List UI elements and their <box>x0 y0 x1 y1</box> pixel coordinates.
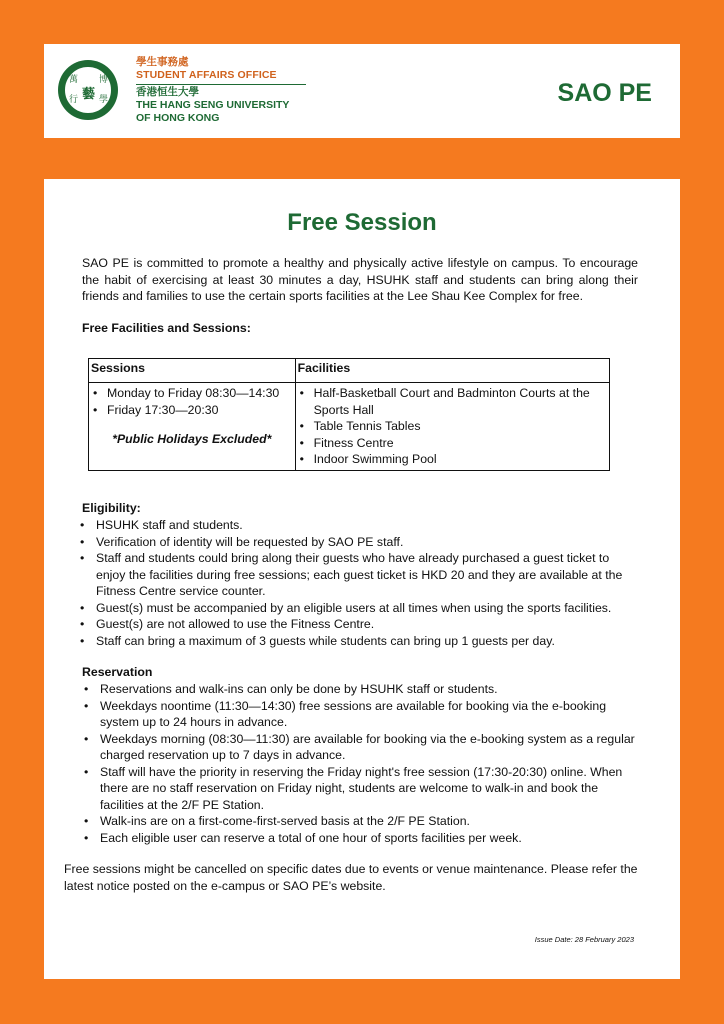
reservation-item: • Weekdays noontime (11:30—14:30) free sessions are available for booking via the e-booking system up to 24 hours in advance. <box>82 698 642 731</box>
eligibility-heading: Eligibility: <box>82 501 141 515</box>
logo-glyph: 萬 <box>69 75 79 85</box>
facility-item: • Indoor Swimming Pool <box>298 451 607 468</box>
divider <box>136 84 306 85</box>
page-title: Free Session <box>287 209 437 236</box>
facilities-column-header: Facilities <box>295 359 609 383</box>
intro-paragraph: SAO PE is committed to promote a healthy and physically active lifestyle on campus. To encourage the habit of exercising at least 30 minutes a day, HSUHK staff and students can bring along their friends and families to use the certain sports facilities at the Lee Shau Kee Complex for free. <box>82 256 638 303</box>
eligibility-item: • Verification of identity will be requested by SAO PE staff. <box>78 534 638 551</box>
issue-date: Issue Date: 28 February 2023 <box>534 935 634 944</box>
brand-title: SAO PE <box>557 79 652 107</box>
facility-item: • Half-Basketball Court and Badminton Courts at the Sports Hall <box>298 385 607 418</box>
facility-item: • Fitness Centre <box>298 435 607 452</box>
university-name-english-line2: OF HONG KONG <box>136 111 220 124</box>
facility-item: • Table Tennis Tables <box>298 418 607 435</box>
holiday-note: *Public Holidays Excluded* <box>112 432 272 446</box>
sessions-table <box>88 358 610 471</box>
university-name-chinese: 香港恒生大學 <box>136 86 199 98</box>
eligibility-item: • Guest(s) must be accompanied by an eligible users at all times when using the sports facilities. <box>78 600 638 617</box>
logo-glyph: 博 <box>99 75 109 85</box>
reservation-list <box>82 681 642 846</box>
notice-paragraph: Free sessions might be cancelled on specific dates due to events or venue maintenance. Please refer the latest notice posted on the e-campus or SAO PE’s website. <box>64 862 638 893</box>
office-name-english: STUDENT AFFAIRS OFFICE <box>136 69 277 81</box>
office-name-chinese: 學生事務處 <box>136 56 189 68</box>
facilities-cell <box>295 383 609 471</box>
main-panel <box>44 179 680 979</box>
university-logo <box>58 60 118 120</box>
university-name-english-line1: THE HANG SENG UNIVERSITY <box>136 99 290 111</box>
reservation-item: • Staff will have the priority in reserving the Friday night's free session (17:30-20:30) online. When there are no staff reservation on Friday night, students are welcome to walk-in and book the facilities at the 2/F PE Station. <box>82 764 642 814</box>
eligibility-item: • HSUHK staff and students. <box>78 517 638 534</box>
eligibility-item: • Guest(s) are not allowed to use the Fitness Centre. <box>78 616 638 633</box>
header-panel <box>44 44 680 138</box>
logo-glyph: 藝 <box>82 87 96 102</box>
logo-glyph: 行 <box>69 95 79 105</box>
reservation-item: • Walk-ins are on a first-come-first-served basis at the 2/F PE Station. <box>82 813 642 830</box>
facilities-heading: Free Facilities and Sessions: <box>82 321 251 335</box>
reservation-list-wrapper <box>82 681 642 846</box>
eligibility-item: • Staff can bring a maximum of 3 guests while students can bring up 1 guests per day. <box>78 633 638 650</box>
session-item: • Friday 17:30—20:30 <box>91 402 293 419</box>
reservation-item: • Weekdays morning (08:30—11:30) are available for booking via the e-booking system as a regular charged reservation up to 7 days in advance. <box>82 731 642 764</box>
session-item: • Monday to Friday 08:30—14:30 <box>91 385 293 402</box>
eligibility-list-wrapper <box>78 517 638 649</box>
eligibility-list <box>78 517 638 649</box>
eligibility-item: • Staff and students could bring along their guests who have already purchased a guest ticket to enjoy the facilities during free sessions; each guest ticket is HKD 20 and they are available at the Fitness Centre service counter. <box>78 550 638 600</box>
reservation-heading: Reservation <box>82 665 153 679</box>
sessions-cell <box>89 383 296 471</box>
logo-glyph: 學 <box>99 95 109 105</box>
reservation-item: • Each eligible user can reserve a total of one hour of sports facilities per week. <box>82 830 642 847</box>
reservation-item: • Reservations and walk-ins can only be done by HSUHK staff or students. <box>82 681 642 698</box>
sessions-column-header: Sessions <box>89 359 296 383</box>
organization-block <box>136 56 316 124</box>
